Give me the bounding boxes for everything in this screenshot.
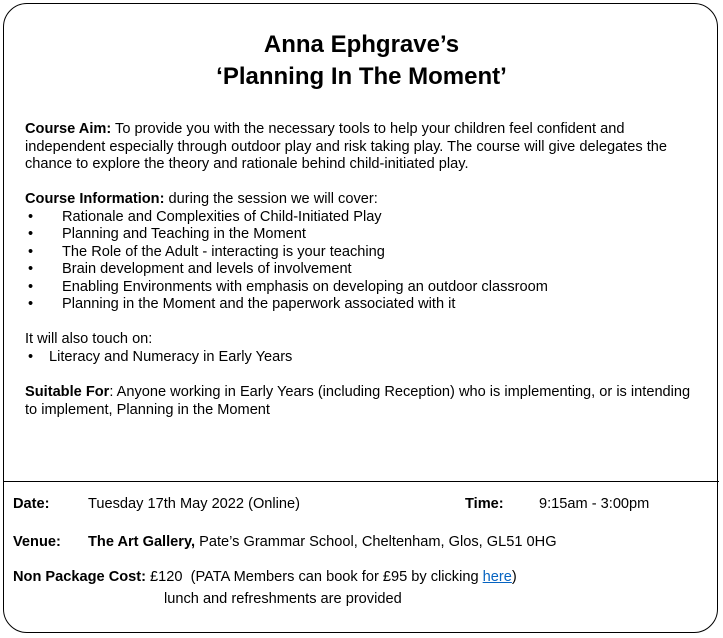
- cost-label: Non Package Cost:: [13, 569, 146, 585]
- list-item: • Brain development and levels of involvement: [25, 261, 705, 279]
- suitable-for-label: Suitable For: [25, 384, 110, 400]
- time-value: 9:15am - 3:00pm: [539, 496, 650, 512]
- course-aim-label: Course Aim:: [25, 121, 112, 137]
- list-item: • Planning and Teaching in the Moment: [25, 226, 705, 244]
- list-item: • Literacy and Numeracy in Early Years: [25, 349, 705, 367]
- suitable-for-text: : Anyone working in Early Years (including Reception) who is implementing, or is intending to implement, Planning in the Moment: [25, 384, 691, 418]
- venue-row: [13, 533, 557, 551]
- time-label: Time:: [465, 496, 504, 512]
- date-value: Tuesday 17th May 2022 (Online): [88, 496, 300, 512]
- list-item: • The Role of the Adult - interacting is your teaching: [25, 244, 705, 262]
- section-divider: [4, 481, 719, 482]
- course-information-text: during the session we will cover:: [164, 191, 378, 207]
- also-touch-on-intro: It will also touch on:: [25, 331, 153, 347]
- cost-note-pre: (PATA Members can book for £95 by clicking: [190, 569, 483, 585]
- list-item: • Planning in the Moment and the paperwork associated with it: [25, 296, 705, 314]
- course-topic-list: [25, 209, 705, 314]
- course-title-line1: Anna Ephgrave’s: [263, 31, 460, 58]
- suitable-for: [25, 384, 705, 419]
- venue-label: Venue:: [13, 534, 61, 550]
- course-information-label: Course Information:: [25, 191, 165, 207]
- list-item: • Enabling Environments with emphasis on developing an outdoor classroom: [25, 279, 705, 297]
- refreshments-note: lunch and refreshments are provided: [164, 591, 402, 607]
- cost-value: £120: [146, 569, 183, 585]
- course-aim-text: To provide you with the necessary tools to help your children feel confident and independent especially through outdoor play and risk taking play. The course will give delegates the chance to explore the theory and rationale behind child-initiated play.: [25, 121, 667, 172]
- cost-note: [191, 569, 517, 585]
- venue-address: Pate’s Grammar School, Cheltenham, Glos, GL51 0HG: [195, 534, 557, 550]
- list-item: • Rationale and Complexities of Child-Initiated Play: [25, 209, 705, 227]
- course-aim: [25, 121, 705, 174]
- course-information-heading: [25, 191, 705, 209]
- cost-note-post: ): [511, 569, 517, 585]
- cost-row: [13, 568, 517, 586]
- venue-name: The Art Gallery,: [88, 534, 196, 550]
- booking-link[interactable]: here: [482, 569, 512, 585]
- course-title-line2: ‘Planning In The Moment’: [216, 63, 507, 90]
- date-label: Date:: [13, 496, 50, 512]
- also-touch-on-list: [25, 349, 705, 367]
- course-information: [25, 191, 705, 314]
- also-touch-on: [25, 331, 705, 366]
